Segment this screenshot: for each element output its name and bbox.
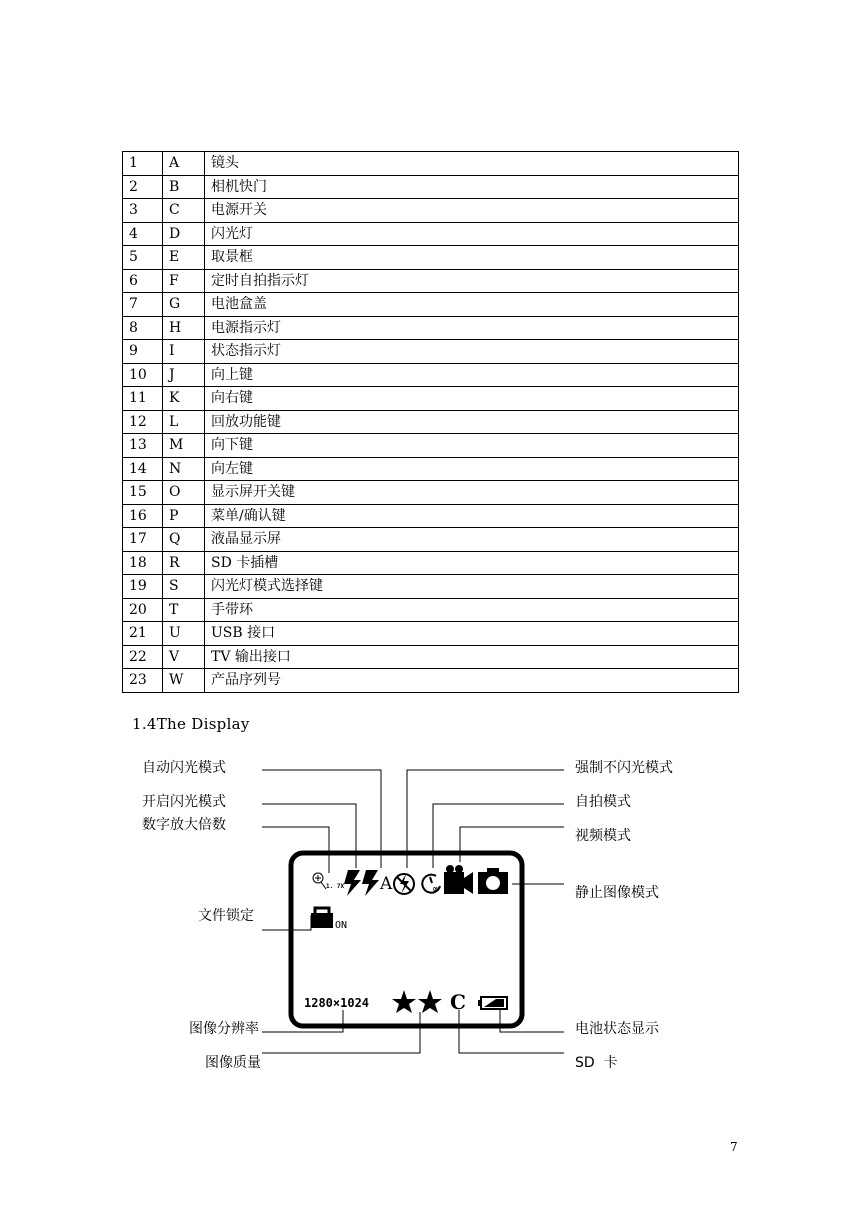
cell-letter: H xyxy=(163,316,205,340)
cell-name: 手带环 xyxy=(205,598,739,622)
zoom-value: 1. 7X xyxy=(326,883,345,890)
label-sd-card: SD 卡 xyxy=(575,1055,618,1071)
cell-letter: F xyxy=(163,269,205,293)
cell-letter: W xyxy=(163,669,205,693)
cell-no: 2 xyxy=(123,175,163,199)
cell-letter: I xyxy=(163,340,205,364)
cell-no: 15 xyxy=(123,481,163,505)
cell-name: 相机快门 xyxy=(205,175,739,199)
flash-auto-letter: A xyxy=(380,874,393,894)
cell-letter: K xyxy=(163,387,205,411)
cell-letter: A xyxy=(163,152,205,176)
cell-no: 21 xyxy=(123,622,163,646)
cell-no: 16 xyxy=(123,504,163,528)
label-file-lock: 文件锁定 xyxy=(198,908,254,924)
cell-name: 显示屏开关键 xyxy=(205,481,739,505)
cell-no: 11 xyxy=(123,387,163,411)
cell-no: 9 xyxy=(123,340,163,364)
cell-no: 8 xyxy=(123,316,163,340)
label-video-mode: 视频模式 xyxy=(575,828,631,844)
cell-name: 状态指示灯 xyxy=(205,340,739,364)
cell-no: 4 xyxy=(123,222,163,246)
cell-name: 向右键 xyxy=(205,387,739,411)
cell-name: TV 输出接口 xyxy=(205,645,739,669)
cell-letter: T xyxy=(163,598,205,622)
section-heading: 1.4The Display xyxy=(132,715,250,733)
cell-no: 1 xyxy=(123,152,163,176)
label-still-mode: 静止图像模式 xyxy=(575,885,659,901)
cell-no: 7 xyxy=(123,293,163,317)
self-timer-on: ON xyxy=(433,887,440,893)
cell-letter: Q xyxy=(163,528,205,552)
label-auto-flash: 自动闪光模式 xyxy=(142,760,226,776)
cell-no: 14 xyxy=(123,457,163,481)
cell-no: 6 xyxy=(123,269,163,293)
label-battery: 电池状态显示 xyxy=(575,1021,659,1037)
cell-letter: V xyxy=(163,645,205,669)
cell-name: 向左键 xyxy=(205,457,739,481)
cell-letter: M xyxy=(163,434,205,458)
cell-letter: O xyxy=(163,481,205,505)
cell-no: 20 xyxy=(123,598,163,622)
cell-letter: G xyxy=(163,293,205,317)
cell-name: 液晶显示屏 xyxy=(205,528,739,552)
cell-no: 13 xyxy=(123,434,163,458)
cell-name: 向上键 xyxy=(205,363,739,387)
cell-name: 取景框 xyxy=(205,246,739,270)
cell-letter: C xyxy=(163,199,205,223)
cell-letter: N xyxy=(163,457,205,481)
label-self-timer: 自拍模式 xyxy=(575,794,631,810)
cell-name: 镜头 xyxy=(205,152,739,176)
cell-name: 电源开关 xyxy=(205,199,739,223)
cell-name: 产品序列号 xyxy=(205,669,739,693)
cell-letter: P xyxy=(163,504,205,528)
page-number: 7 xyxy=(730,1140,738,1154)
lock-on-text: ON xyxy=(335,920,348,931)
cell-letter: B xyxy=(163,175,205,199)
cell-no: 10 xyxy=(123,363,163,387)
resolution-text: 1280×1024 xyxy=(304,996,370,1010)
cell-no: 12 xyxy=(123,410,163,434)
cell-letter: E xyxy=(163,246,205,270)
cell-name: USB 接口 xyxy=(205,622,739,646)
cell-name: 闪光灯 xyxy=(205,222,739,246)
label-flash-on: 开启闪光模式 xyxy=(142,794,226,810)
cell-letter: D xyxy=(163,222,205,246)
cell-no: 17 xyxy=(123,528,163,552)
cell-name: 回放功能键 xyxy=(205,410,739,434)
cell-name: 电池盒盖 xyxy=(205,293,739,317)
cell-name: 电源指示灯 xyxy=(205,316,739,340)
label-quality: 图像质量 xyxy=(205,1055,261,1071)
label-digital-zoom: 数字放大倍数 xyxy=(142,817,226,833)
cell-no: 18 xyxy=(123,551,163,575)
cell-letter: S xyxy=(163,575,205,599)
cell-letter: U xyxy=(163,622,205,646)
cell-letter: R xyxy=(163,551,205,575)
cell-name: 闪光灯模式选择键 xyxy=(205,575,739,599)
cell-name: 定时自拍指示灯 xyxy=(205,269,739,293)
cell-name: 菜单/确认键 xyxy=(205,504,739,528)
cell-no: 19 xyxy=(123,575,163,599)
cell-name: 向下键 xyxy=(205,434,739,458)
cell-no: 22 xyxy=(123,645,163,669)
cell-letter: J xyxy=(163,363,205,387)
cell-no: 5 xyxy=(123,246,163,270)
cell-letter: L xyxy=(163,410,205,434)
cell-no: 3 xyxy=(123,199,163,223)
cell-no: 23 xyxy=(123,669,163,693)
cell-name: SD 卡插槽 xyxy=(205,551,739,575)
sd-card-letter: C xyxy=(450,990,466,1014)
label-flash-off: 强制不闪光模式 xyxy=(575,760,673,776)
label-resolution: 图像分辨率 xyxy=(189,1021,259,1037)
